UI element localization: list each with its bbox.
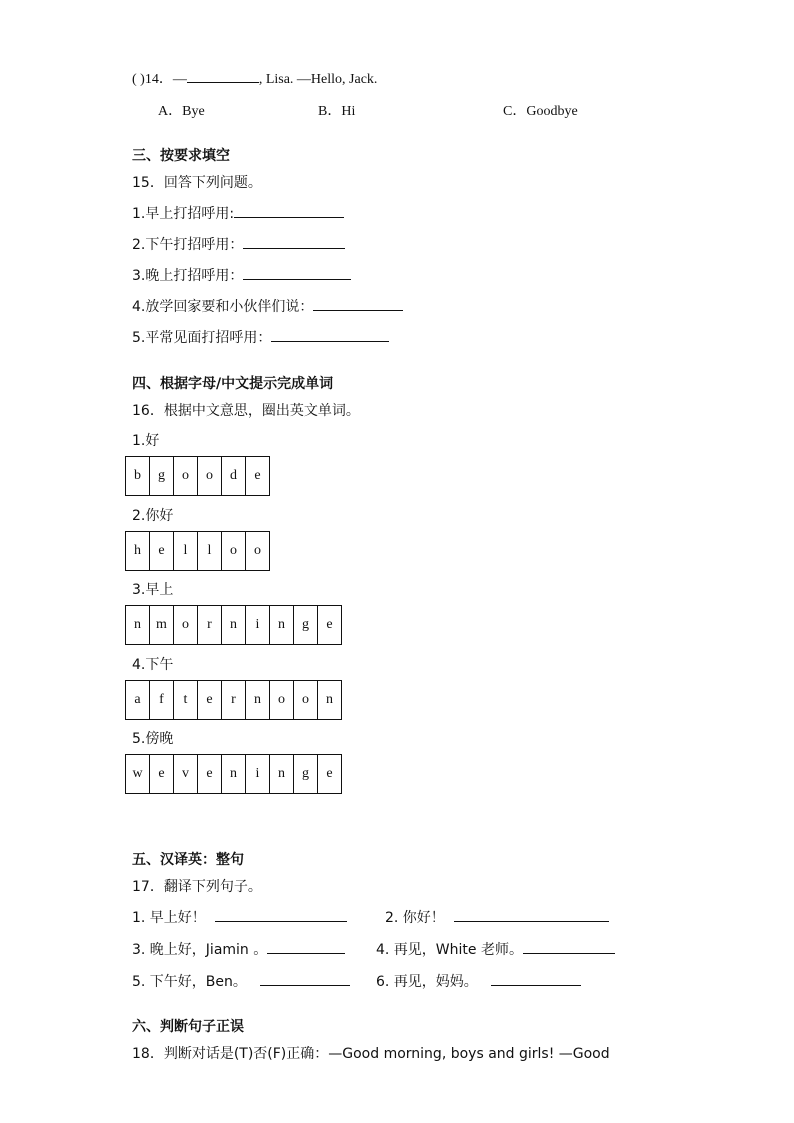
letter-cell[interactable]: o xyxy=(198,457,222,495)
letter-cell[interactable]: o xyxy=(254,543,261,558)
item-label: 2. 你好！ xyxy=(385,910,445,926)
letter-cell[interactable]: v xyxy=(174,755,198,793)
letter-cell[interactable]: f xyxy=(150,681,174,719)
letter-cell[interactable]: n xyxy=(222,755,246,793)
item-label: 3.晚上打招呼用： xyxy=(132,268,244,284)
item-label: 3. 晚上好，Jiamin 。 xyxy=(132,942,268,958)
q15-item-5 xyxy=(132,327,389,347)
letter-cell[interactable]: g xyxy=(294,755,318,793)
q15-item-4 xyxy=(132,296,403,316)
q17-prompt: 17．翻译下列句子。 xyxy=(132,879,262,895)
section-3-heading: 三、按要求填空 xyxy=(132,148,230,164)
answer-blank[interactable] xyxy=(260,971,350,986)
answer-blank[interactable] xyxy=(215,907,347,922)
word-label-2: 2.你好 xyxy=(132,508,174,524)
q15-item-3 xyxy=(132,265,351,285)
letter-cell[interactable]: g xyxy=(150,457,174,495)
q17-item-4 xyxy=(376,939,615,959)
word-label-3: 3.早上 xyxy=(132,582,174,598)
letter-cell[interactable]: d xyxy=(222,457,246,495)
answer-blank[interactable] xyxy=(267,939,345,954)
letter-cell[interactable]: i xyxy=(246,606,270,644)
option-a[interactable]: A．Bye xyxy=(158,104,205,119)
letter-cell[interactable]: e xyxy=(150,532,174,570)
letter-cell[interactable]: h xyxy=(126,532,150,570)
q15-item-1 xyxy=(132,203,344,223)
answer-blank[interactable] xyxy=(523,939,615,954)
q17-item-2 xyxy=(385,907,609,927)
letter-grid-5[interactable] xyxy=(125,754,342,794)
letter-cell[interactable]: l xyxy=(174,532,198,570)
section-4-heading: 四、根据字母/中文提示完成单词 xyxy=(132,376,334,392)
q17-item-1 xyxy=(132,907,347,927)
letter-cell[interactable]: o xyxy=(294,681,318,719)
word-label-1: 1.好 xyxy=(132,433,160,449)
section-6-heading: 六、判断句子正误 xyxy=(132,1019,244,1035)
item-label: 6. 再见，妈妈。 xyxy=(376,974,478,990)
answer-blank[interactable] xyxy=(271,327,389,342)
q16-prompt: 16．根据中文意思，圈出英文单词。 xyxy=(132,403,360,419)
letter-cell[interactable]: l xyxy=(198,532,222,570)
letter-cell[interactable]: e xyxy=(150,755,174,793)
letter-cell[interactable]: m xyxy=(150,606,174,644)
option-b[interactable]: B．Hi xyxy=(318,104,356,119)
letter-cell[interactable]: e xyxy=(254,468,261,483)
item-label: 5. 下午好，Ben。 xyxy=(132,974,247,990)
letter-cell[interactable]: e xyxy=(326,766,333,781)
letter-cell[interactable]: n xyxy=(270,606,294,644)
letter-cell[interactable]: b xyxy=(126,457,150,495)
letter-grid-3[interactable] xyxy=(125,605,342,645)
q14-line xyxy=(132,68,377,88)
q17-item-5 xyxy=(132,971,350,991)
letter-cell[interactable]: i xyxy=(246,755,270,793)
letter-cell[interactable]: r xyxy=(222,681,246,719)
question-number: 14． xyxy=(144,72,173,87)
item-label: 4.放学回家要和小伙伴们说： xyxy=(132,299,314,315)
letter-cell[interactable]: o xyxy=(174,606,198,644)
letter-cell[interactable]: t xyxy=(174,681,198,719)
item-label: 5.平常见面打招呼用： xyxy=(132,330,272,346)
word-label-5: 5.傍晚 xyxy=(132,731,174,747)
item-label: 1.早上打招呼用: xyxy=(132,206,235,222)
letter-cell[interactable]: r xyxy=(198,606,222,644)
letter-grid-2[interactable] xyxy=(125,531,270,571)
letter-grid-4[interactable] xyxy=(125,680,342,720)
answer-blank[interactable] xyxy=(243,265,351,280)
answer-blank[interactable] xyxy=(243,234,345,249)
answer-blank[interactable] xyxy=(454,907,609,922)
letter-cell[interactable]: n xyxy=(246,681,270,719)
letter-cell[interactable]: o xyxy=(222,532,246,570)
answer-paren[interactable]: ( ) xyxy=(132,72,145,87)
item-label: 1. 早上好！ xyxy=(132,910,206,926)
letter-cell[interactable]: e xyxy=(326,617,333,632)
answer-blank[interactable] xyxy=(187,68,259,83)
answer-blank[interactable] xyxy=(491,971,581,986)
word-label-4: 4.下午 xyxy=(132,657,174,673)
item-label: 4. 再见，White 老师。 xyxy=(376,942,523,958)
option-c[interactable]: C．Goodbye xyxy=(503,104,578,119)
section-5-heading: 五、汉译英：整句 xyxy=(132,852,244,868)
letter-cell[interactable]: n xyxy=(126,606,150,644)
letter-cell[interactable]: a xyxy=(126,681,150,719)
letter-cell[interactable]: e xyxy=(198,755,222,793)
q15-item-2 xyxy=(132,234,345,254)
q18-prompt: 18．判断对话是(T)否(F)正确：—Good morning, boys and girls! —Good xyxy=(132,1046,610,1062)
letter-cell[interactable]: n xyxy=(270,755,294,793)
letter-cell[interactable]: e xyxy=(198,681,222,719)
answer-blank[interactable] xyxy=(234,203,344,218)
letter-cell[interactable]: o xyxy=(270,681,294,719)
letter-cell[interactable]: n xyxy=(326,692,333,707)
letter-cell[interactable]: w xyxy=(126,755,150,793)
letter-cell[interactable]: g xyxy=(294,606,318,644)
item-label: 2.下午打招呼用： xyxy=(132,237,244,253)
q14-text-end: , Jack. xyxy=(342,72,378,87)
letter-grid-1[interactable] xyxy=(125,456,270,496)
q17-item-6 xyxy=(376,971,581,991)
q15-prompt: 15．回答下列问题。 xyxy=(132,175,262,191)
q17-item-3 xyxy=(132,939,345,959)
q14-text-mid: , Lisa. —Hello xyxy=(258,72,343,87)
letter-cell[interactable]: n xyxy=(222,606,246,644)
letter-cell[interactable]: o xyxy=(174,457,198,495)
dash: — xyxy=(172,72,187,87)
answer-blank[interactable] xyxy=(313,296,403,311)
